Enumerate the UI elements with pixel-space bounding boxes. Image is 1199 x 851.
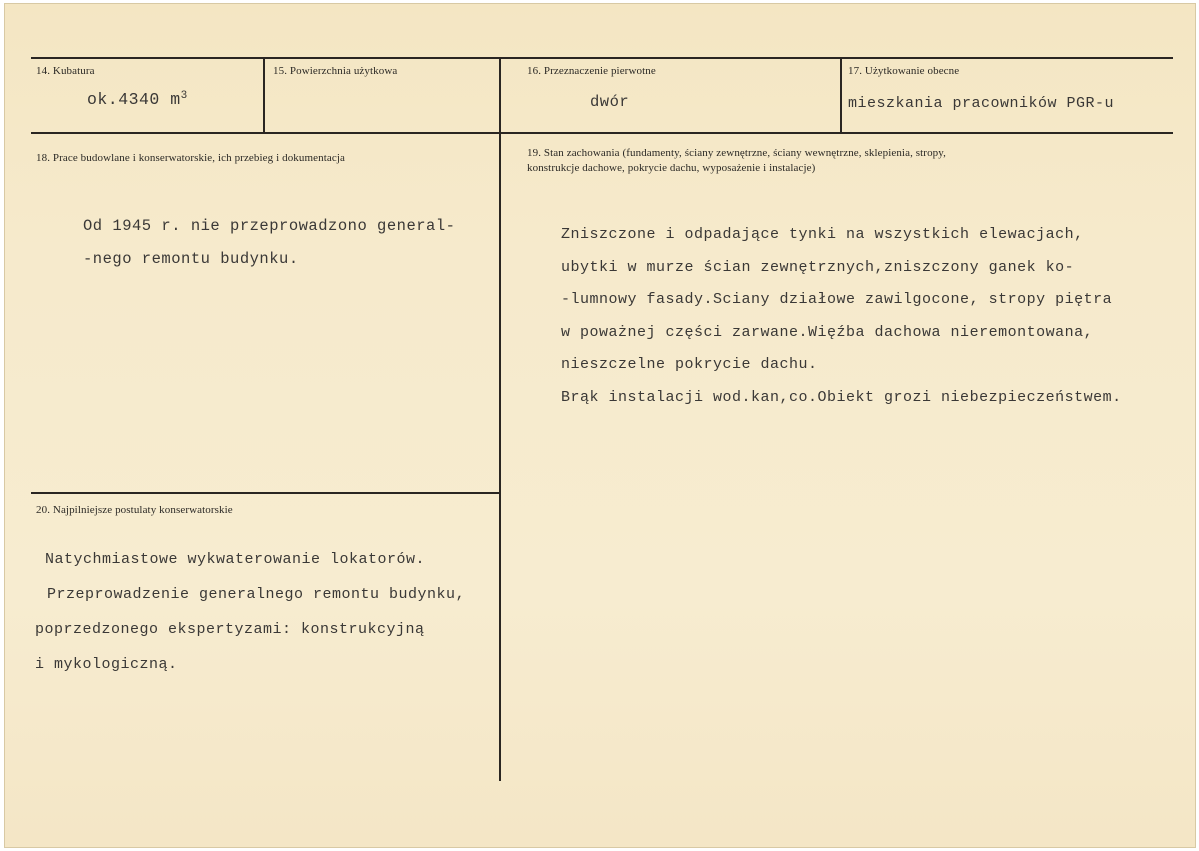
field-18-line: Od 1945 r. nie przeprowadzono general- — [83, 217, 456, 235]
top-rule — [31, 57, 1173, 59]
divider-15-16 — [499, 58, 501, 781]
field-19-label-line1: 19. Stan zachowania (fundamenty, ściany zewnętrzne, ściany wewnętrzne, sklepienia, stropy, — [527, 147, 947, 159]
field-17-label: 17. Użytkowanie obecne — [848, 65, 960, 77]
field-14-value: ok.4340 $m^3$ — [87, 90, 188, 109]
middle-rule — [31, 132, 1173, 134]
record-card — [4, 3, 1196, 848]
divider-14-15 — [263, 58, 265, 133]
field-15-label: 15. Powierzchnia użytkowa — [273, 65, 398, 77]
field-18-text — [83, 210, 455, 276]
field-14-label: 14. Kubatura — [36, 65, 95, 77]
field-19-line: -lumnowy fasady.Sciany działowe zawilgocone, stropy piętra — [561, 291, 1113, 308]
field-17-value: mieszkania pracowników PGR-u — [848, 95, 1115, 112]
field-19-line: nieszczelne pokrycie dachu. — [561, 356, 818, 373]
field-19-line: w poważnej części zarwane.Więźba dachowa nieremontowana, — [561, 323, 1094, 341]
field-19-line: Brąk instalacji wod.kan,co.Obiekt grozi niebezpieczeństwem. — [561, 388, 1122, 406]
field-20-line: i mykologiczną. — [35, 656, 178, 673]
field-16-label: 16. Przeznaczenie pierwotne — [527, 65, 656, 77]
field-20-line: poprzedzonego ekspertyzami: konstrukcyjną — [35, 621, 425, 638]
field-19-line: Zniszczone i odpadające tynki na wszystkich elewacjach, — [561, 226, 1084, 243]
field-19-text — [561, 219, 1122, 414]
field-19-line: ubytki w murze ścian zewnętrznych,zniszczony ganek ko- — [561, 258, 1075, 276]
field-18-line: -nego remontu budynku. — [83, 250, 299, 268]
field-19-label-line2: konstrukcje dachowe, pokrycie dachu, wyposażenie i instalacje) — [527, 162, 816, 174]
field-16-value: dwór — [590, 93, 630, 111]
field-20-text — [35, 542, 466, 682]
field-20-line: Przeprowadzenie generalnego remontu budynku, — [47, 586, 466, 603]
field-20-label: 20. Najpilniejsze postulaty konserwatorskie — [36, 504, 233, 516]
field-18-label: 18. Prace budowlane i konserwatorskie, ich przebieg i dokumentacja — [36, 152, 345, 164]
lower-left-rule — [31, 492, 499, 494]
field-20-line: Natychmiastowe wykwaterowanie lokatorów. — [45, 551, 426, 568]
divider-16-17 — [840, 58, 842, 133]
